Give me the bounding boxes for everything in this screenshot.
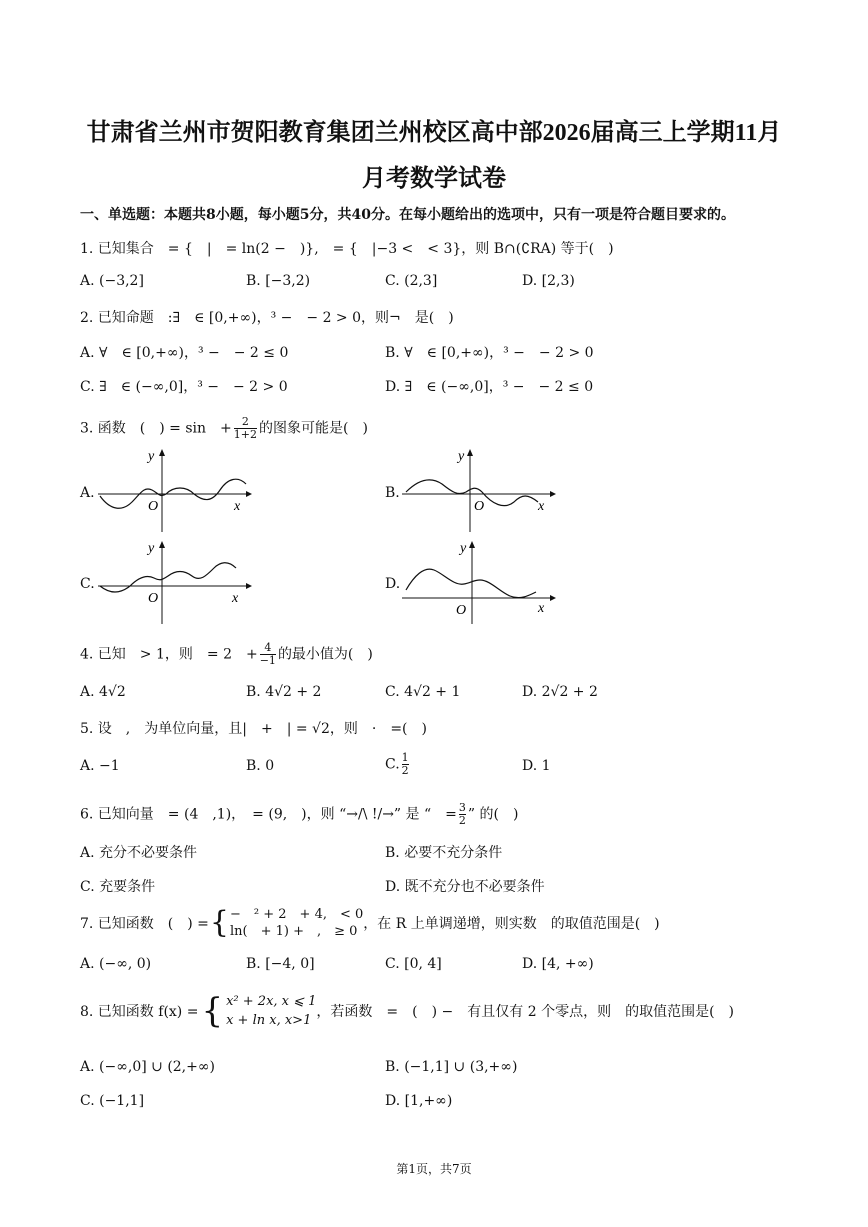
q7-case-1: − ² + 2 + 4, < 0 (230, 907, 364, 922)
q8-option-d: D. [1,+∞) (385, 1093, 453, 1109)
graph-a-y-arrow (159, 449, 165, 456)
graph-a-origin: O (148, 499, 159, 514)
q5-option-c-label: C. (385, 756, 400, 773)
question-3-stem (80, 416, 368, 441)
question-1-stem: 1. 已知集合 = { | = ln(2 − )}, = { |−3 < < 3}，则 B∩(∁RA) 等于( ) (80, 241, 614, 257)
question-8-stem (80, 992, 734, 1030)
q5-option-b: B. 0 (246, 758, 275, 774)
graph-d-x-label: x (538, 601, 545, 616)
q4-frac-den: −1 (259, 654, 276, 667)
graph-d (400, 536, 560, 628)
q5-option-a: A. −1 (80, 758, 120, 774)
graph-b-origin: O (474, 499, 485, 514)
page-title-line2: 月考数学试卷 (362, 166, 506, 192)
q7-cases (230, 906, 363, 940)
graph-c-x-label: x (232, 591, 239, 606)
q8-case-2: x + ln x, x>1 (226, 1013, 312, 1028)
q1-option-a: A. (−3,2] (80, 273, 144, 289)
q8-cases (226, 992, 316, 1030)
graph-c-y-arrow (159, 541, 165, 548)
graph-b-y-label: y (458, 449, 465, 464)
q6-option-c: C. 充要条件 (80, 879, 156, 895)
graph-b-x-arrow (550, 491, 556, 497)
q1-option-c: C. (2,3] (385, 273, 438, 289)
q4-stem-a: 4. 已知 > 1，则 = 2 + (80, 646, 258, 663)
q2-option-b: B. ∀ ∈ [0,+∞)，³ − − 2 > 0 (385, 345, 594, 361)
q4-option-b: B. 4√2 + 2 (246, 684, 322, 700)
q8-option-b: B. (−1,1] ∪ (3,+∞) (385, 1059, 518, 1075)
q5-option-c (385, 752, 409, 777)
q6-stem-a: 6. 已知向量 = (4 ,1)， = (9, )，则 “→/\ !/→” 是 “ = (80, 806, 457, 823)
q3-stem-a: 3. 函数 ( ) = sin + (80, 420, 232, 437)
graph-b-y-arrow (467, 449, 473, 456)
q7-stem-a: 7. 已知函数 ( ) = (80, 916, 209, 932)
q6-frac-num: 3 (458, 801, 466, 814)
question-4-stem (80, 642, 373, 667)
q5-option-c-fraction (402, 752, 409, 777)
graph-a-x-arrow (246, 491, 252, 497)
graph-c-y-label: y (148, 541, 155, 556)
q7-option-a: A. (−∞, 0) (80, 956, 152, 972)
graph-c (96, 536, 256, 628)
q7-brace: { (209, 905, 230, 940)
page-title-line1: 甘肃省兰州市贺阳教育集团兰州校区高中部2026届高三上学期11月 (86, 120, 782, 146)
q5-option-d: D. 1 (522, 758, 551, 774)
section-heading: 一、单选题：本题共8小题，每小题5分，共40分。在每小题给出的选项中，只有一项是符合题目要求的。 (80, 207, 735, 223)
graph-a (96, 446, 256, 536)
q2-option-c: C. ∃ ∈ (−∞,0]，³ − − 2 > 0 (80, 379, 288, 395)
q6-option-a: A. 充分不必要条件 (80, 845, 198, 861)
q7-stem-b: ，在 R 上单调递增，则实数 的取值范围是( ) (363, 916, 660, 932)
graph-b-x-label: x (538, 499, 545, 514)
q6-frac-den: 2 (458, 814, 466, 827)
graph-c-curve (100, 563, 236, 592)
q3-option-d-label: D. (385, 576, 401, 592)
q3-frac-num: 2 (234, 416, 257, 429)
graph-a-x-label: x (234, 499, 241, 514)
graph-c-x-arrow (246, 583, 252, 589)
q4-stem-b: 的最小值为( ) (277, 646, 373, 663)
q6-fraction (459, 802, 466, 827)
q7-option-d: D. [4, +∞) (522, 956, 594, 972)
q2-option-d: D. ∃ ∈ (−∞,0]，³ − − 2 ≤ 0 (385, 379, 594, 395)
q5-frac-den: 2 (401, 764, 409, 777)
q8-option-c: C. (−1,1] (80, 1093, 145, 1109)
graph-c-origin: O (148, 591, 159, 606)
q6-stem-b: ” 的( ) (467, 806, 519, 823)
q3-option-b-label: B. (385, 485, 400, 501)
graph-d-y-arrow (469, 541, 475, 548)
q8-option-a: A. (−∞,0] ∪ (2,+∞) (80, 1059, 215, 1075)
q3-frac-den: 1+2 (233, 428, 257, 441)
q1-option-d: D. [2,3) (522, 273, 575, 289)
q1-option-b: B. [−3,2) (246, 273, 311, 289)
q8-stem-a: 8. 已知函数 f(x) = (80, 1004, 199, 1020)
question-6-stem (80, 802, 518, 827)
graph-d-x-arrow (550, 595, 556, 601)
graph-d-origin: O (456, 603, 467, 618)
graph-b-curve (406, 480, 538, 506)
q4-option-c: C. 4√2 + 1 (385, 684, 461, 700)
q7-option-b: B. [−4, 0] (246, 956, 315, 972)
q4-frac-num: 4 (260, 642, 276, 655)
q8-stem-b: ，若函数 = ( ) − 有且仅有 2 个零点，则 的取值范围是( ) (316, 1004, 734, 1020)
question-5-stem: 5. 设 , 为单位向量，且| + | = √2，则 · =( ) (80, 721, 427, 737)
q3-fraction (234, 416, 257, 441)
q7-option-c: C. [0, 4] (385, 956, 442, 972)
q3-stem-b: 的图象可能是( ) (259, 420, 368, 437)
q3-option-c-label: C. (80, 576, 95, 592)
q4-option-d: D. 2√2 + 2 (522, 684, 598, 700)
q4-option-a: A. 4√2 (80, 684, 126, 700)
q4-fraction (260, 642, 276, 667)
q8-brace: { (201, 991, 224, 1031)
q6-option-d: D. 既不充分也不必要条件 (385, 879, 545, 895)
q2-option-a: A. ∀ ∈ [0,+∞)，³ − − 2 ≤ 0 (80, 345, 289, 361)
q8-case-1: x² + 2x, x ⩽ 1 (226, 994, 317, 1009)
graph-d-curve (406, 569, 536, 598)
q3-option-a-label: A. (80, 485, 95, 501)
graph-a-y-label: y (148, 449, 155, 464)
graph-d-y-label: y (460, 541, 467, 556)
q7-case-2: ln( + 1) + , ≥ 0 (230, 924, 358, 939)
page-footer: 第1页，共7页 (396, 1162, 472, 1176)
q5-frac-num: 1 (401, 751, 409, 764)
q6-option-b: B. 必要不充分条件 (385, 845, 503, 861)
question-7-stem (80, 906, 660, 940)
graph-b (400, 446, 560, 536)
question-2-stem: 2. 已知命题 :∃ ∈ [0,+∞)，³ − − 2 > 0，则¬ 是( ) (80, 310, 454, 326)
